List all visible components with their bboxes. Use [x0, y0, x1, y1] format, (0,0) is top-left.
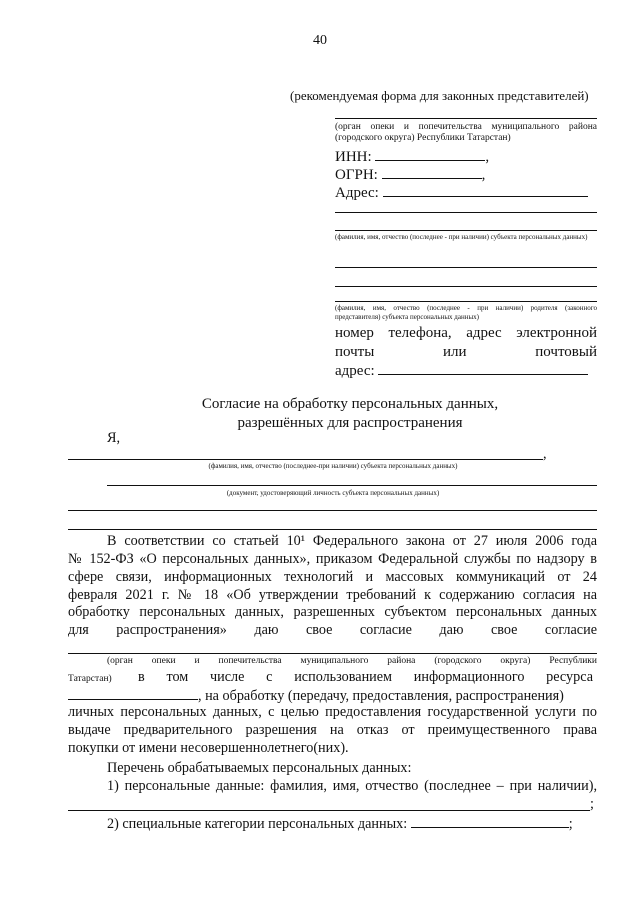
org-small-tatarstan: Татарстан) [68, 674, 112, 684]
list-intro: Перечень обрабатываемых персональных данных: [107, 760, 412, 776]
inc-line-3: личных персональных данных, с целью предоставления государственной услуги по [68, 704, 597, 720]
inn-field[interactable] [335, 148, 489, 166]
resource-input[interactable] [68, 686, 198, 700]
doc-caption: (документ, удостоверяющий личность субъекта персональных данных) [226, 489, 440, 497]
org-consent-line[interactable] [68, 653, 597, 654]
item-1-end: ; [590, 796, 594, 812]
item-2: 2) специальные категории персональных данных: [107, 816, 408, 832]
page-number: 40 [313, 33, 327, 48]
ogrn-label: ОГРН: [335, 167, 378, 183]
inc-block [68, 704, 597, 757]
inc-line-1-rest: в том числе с использованием информационного ресурса [138, 669, 593, 685]
doc-line-3[interactable] [68, 529, 597, 530]
fio-line-end: , [543, 446, 547, 462]
address-line-2[interactable] [335, 212, 597, 213]
subject-caption: (фамилия, имя, отчество (последнее - при наличии) субъекта персональных данных) [335, 233, 588, 241]
ogrn-end: , [481, 167, 486, 183]
item-2-end: ; [568, 816, 573, 832]
p1-line-4: февраля 2021 г. № 18 «Об утверждении требований к содержанию согласия на [68, 586, 597, 603]
inc-line-4: выдаче предварительного разрешения на отказ от преимущественного права [68, 721, 597, 738]
item-2-input[interactable] [411, 814, 569, 828]
contact-line-2: почты или почтовый [335, 344, 597, 360]
inc-line-2-wrap [68, 686, 597, 706]
doc-line-2[interactable] [68, 510, 597, 511]
org-small-line-1: (орган опеки и попечительства муниципального района (городского округа) Республики [107, 656, 597, 666]
org-line[interactable] [335, 118, 597, 119]
body-paragraph [68, 551, 597, 640]
item-1-wrap [107, 778, 597, 796]
contact-line-1: номер телефона, адрес электронной [335, 325, 597, 341]
inn-input[interactable] [375, 148, 485, 161]
inc-line-1 [68, 668, 597, 687]
ogrn-field[interactable] [335, 166, 485, 184]
form-hint: (рекомендуемая форма для законных представителей) [290, 88, 589, 103]
p1-line-5: обработку персональных данных, разрешенных субъектом персональных данных [68, 604, 597, 621]
parent-line-1[interactable] [335, 267, 597, 268]
address-label: Адрес: [335, 185, 379, 201]
contact-address-label: адрес: [335, 363, 375, 379]
parent-caption: (фамилия, имя, отчество (последнее - при наличии) родителя (законного представителя) субъекта персональных данных) [335, 304, 597, 321]
subject-name-line[interactable] [335, 230, 597, 231]
org-caption: (орган опеки и попечительства муниципального района (городского округа) Республики Татарстан) [335, 122, 597, 143]
ya-label: Я, [107, 430, 121, 446]
body-line-1 [107, 533, 597, 551]
inc-line-2: , на обработку (передачу, предоставления, распространения) [198, 688, 564, 704]
parent-line-2[interactable] [335, 286, 597, 287]
p1-line-1: В соответствии со статьей 10¹ Федерального закона от 27 июля 2006 года [107, 533, 597, 549]
p1-line-3: сфере связи, информационных технологий и массовых коммуникаций от 24 [68, 568, 597, 585]
doc-line[interactable] [107, 485, 597, 486]
inn-end: , [485, 149, 490, 165]
item-1-line[interactable] [68, 810, 590, 811]
title-line-2: разрешённых для распространения [237, 415, 463, 431]
contact-line-3[interactable] [335, 362, 588, 380]
item-2-wrap [107, 814, 573, 834]
address-field[interactable] [335, 184, 588, 202]
contact-address-input[interactable] [378, 362, 588, 375]
ogrn-input[interactable] [382, 166, 482, 179]
item-1: 1) персональные данные: фамилия, имя, отчество (последнее – при наличии), [107, 778, 597, 794]
title-line-1: Согласие на обработку персональных данных, [201, 396, 499, 412]
fio-caption: (фамилия, имя, отчество (последнее-при наличии) субъекта персональных данных) [208, 462, 458, 470]
inn-label: ИНН: [335, 149, 372, 165]
inc-line-5: покупки от имени несовершеннолетнего(них). [68, 739, 349, 756]
p1-line-6: для распространения» даю свое согласие даю свое согласие [68, 622, 597, 639]
p1-line-2: № 152-ФЗ «О персональных данных», приказом Федеральной службы по надзору в [68, 551, 597, 567]
parent-line-3[interactable] [335, 301, 597, 302]
address-input[interactable] [383, 184, 588, 197]
fio-line[interactable] [68, 459, 543, 460]
